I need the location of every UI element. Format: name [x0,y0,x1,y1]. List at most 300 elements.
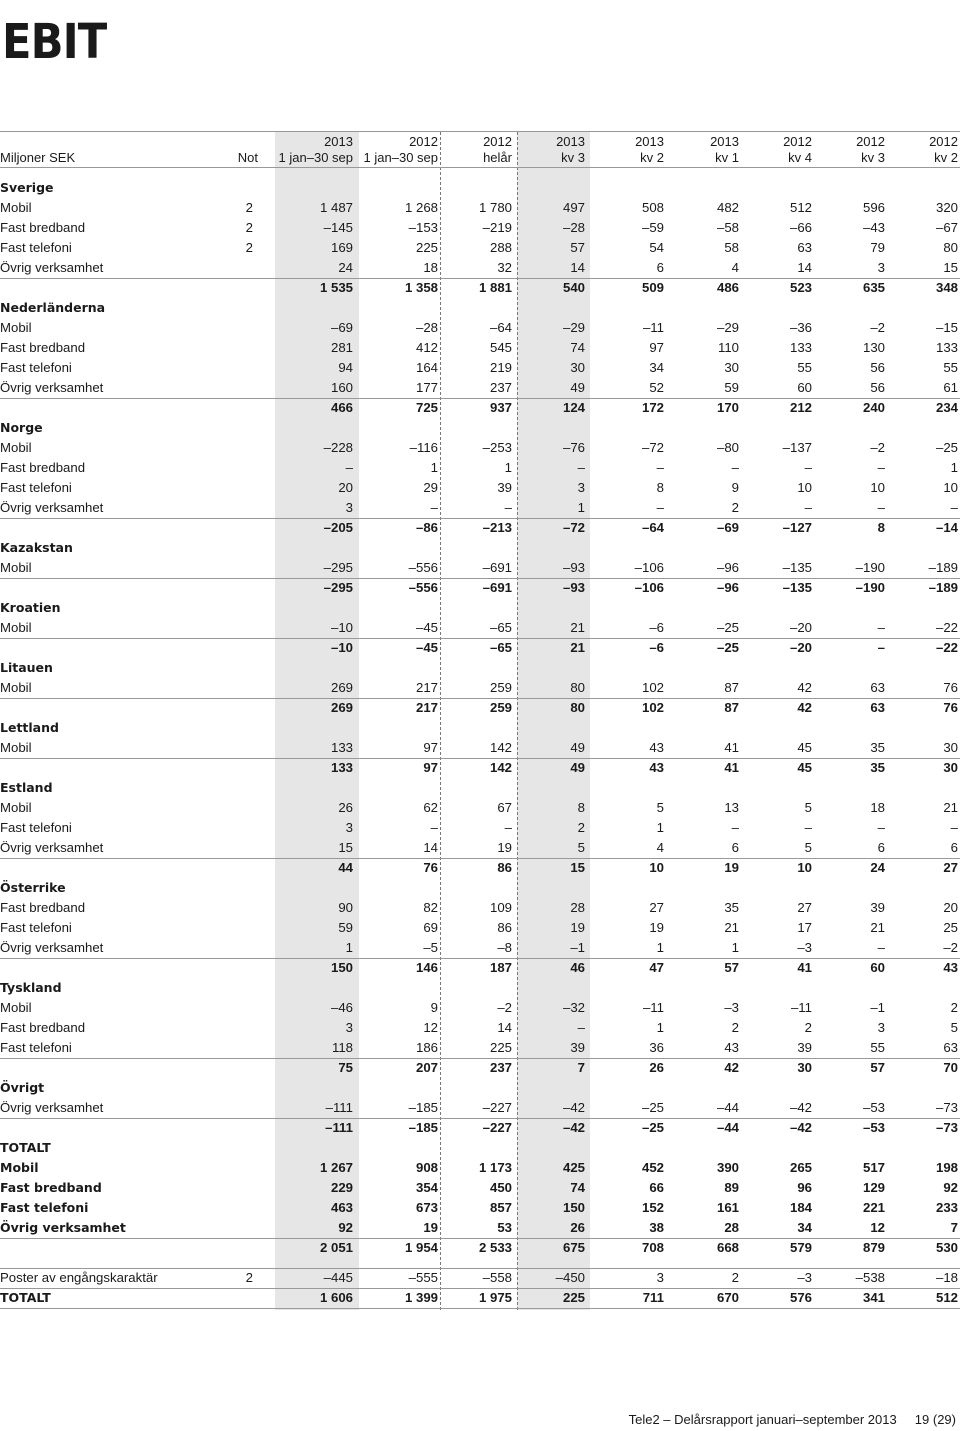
value-cell: 219 [489,360,512,375]
value-cell: 596 [862,200,885,215]
value-cell: 15 [338,840,353,855]
value-cell: 18 [870,800,885,815]
value-cell: 80 [570,700,585,715]
value-cell: –93 [562,560,585,575]
value-cell: 217 [415,680,438,695]
value-cell: –73 [935,1100,958,1115]
value-cell: –111 [325,1120,353,1135]
value-cell: 39 [797,1040,812,1055]
value-cell: –58 [716,220,739,235]
section-heading-row [0,598,960,618]
row-rule [0,758,960,759]
value-cell: 212 [789,400,812,415]
value-cell: 6 [656,260,664,275]
value-cell: 19 [423,1220,438,1235]
value-cell: 142 [489,760,512,775]
value-cell: 76 [943,700,958,715]
value-cell: –25 [716,620,739,635]
value-cell: 38 [649,1220,664,1235]
value-cell: –14 [935,520,958,535]
row-label: Mobil [0,440,32,455]
value-cell: –219 [482,220,512,235]
value-cell: –558 [482,1270,512,1285]
value-cell: 452 [641,1160,664,1175]
value-cell: 21 [870,920,885,935]
value-cell: –127 [782,520,812,535]
value-cell: 69 [423,920,438,935]
value-cell: 57 [870,1060,885,1075]
table-row [0,818,960,838]
table-row [0,1158,960,1178]
page-footer [629,1412,956,1427]
value-cell: 86 [497,920,512,935]
value-cell: 1 358 [404,280,438,295]
section-heading: Övrigt [0,1080,45,1095]
value-cell: 133 [789,340,812,355]
value-cell: 39 [570,1040,585,1055]
table-row [0,918,960,938]
value-cell: 15 [943,260,958,275]
value-cell: –11 [642,1000,664,1015]
value-cell: 1 487 [319,200,353,215]
value-cell: –64 [641,520,664,535]
value-cell: –137 [782,440,812,455]
value-cell: 27 [797,900,812,915]
section-heading-row [0,978,960,998]
value-cell: 60 [870,960,885,975]
value-cell: 55 [797,360,812,375]
value-cell: –205 [323,520,353,535]
section-heading: Litauen [0,660,53,675]
row-label: Fast bredband [0,460,86,475]
value-cell: 8 [577,800,585,815]
value-cell: 217 [415,700,438,715]
value-cell: 63 [943,1040,958,1055]
value-cell: 1 173 [478,1160,512,1175]
value-cell: 8 [877,520,885,535]
value-cell: 390 [716,1160,739,1175]
column-header-year: 2012 [929,134,958,149]
table-row [0,738,960,758]
value-cell: 1 [430,460,438,475]
value-cell: 76 [423,860,438,875]
value-cell: –11 [790,1000,812,1015]
value-cell: 43 [649,740,664,755]
value-cell: 133 [330,760,353,775]
value-cell: 13 [724,800,739,815]
value-cell: 5 [656,800,664,815]
section-heading-row [0,878,960,898]
value-cell: 53 [497,1220,512,1235]
table-row [0,338,960,358]
header-top-rule [0,131,960,132]
value-cell: –445 [323,1270,353,1285]
value-cell: –96 [716,560,739,575]
value-cell: 225 [562,1290,585,1305]
value-cell: 55 [943,360,958,375]
value-cell: – [577,1020,585,1035]
row-rule [0,858,960,859]
value-cell: –111 [325,1100,353,1115]
value-cell: –69 [716,520,739,535]
value-cell: –22 [935,620,958,635]
value-cell: –145 [323,220,353,235]
value-cell: 56 [870,360,885,375]
value-cell: 412 [415,340,438,355]
value-cell: 150 [330,960,353,975]
value-cell: –8 [497,940,512,955]
value-cell: 14 [570,260,585,275]
section-heading: Österrike [0,880,66,895]
value-cell: 79 [870,240,885,255]
row-label: Fast bredband [0,340,86,355]
value-cell: 57 [570,240,585,255]
section-heading: Norge [0,420,43,435]
row-label: Mobil [0,320,32,335]
value-cell: – [950,820,958,835]
value-cell: –25 [716,640,739,655]
value-cell: 670 [716,1290,739,1305]
row-rule-bottom [0,1308,960,1309]
value-cell: 198 [935,1160,958,1175]
section-heading: Lettland [0,720,59,735]
value-cell: 186 [415,1040,438,1055]
subtotal-row [0,1118,960,1138]
section-heading: Kazakstan [0,540,73,555]
value-cell: 49 [570,380,585,395]
value-cell: 39 [497,480,512,495]
value-cell: –65 [489,620,512,635]
value-cell: 19 [497,840,512,855]
value-cell: – [656,460,664,475]
section-heading-row [0,1078,960,1098]
value-cell: 509 [641,280,664,295]
table-row [0,318,960,338]
value-cell: –59 [641,220,664,235]
section-heading-row [0,718,960,738]
value-cell: 7 [950,1220,958,1235]
column-header-year: 2013 [710,134,739,149]
value-cell: – [877,820,885,835]
value-cell: 39 [870,900,885,915]
value-cell: 673 [415,1200,438,1215]
value-cell: 61 [943,380,958,395]
value-cell: 482 [716,200,739,215]
table-row [0,618,960,638]
value-cell: 25 [943,920,958,935]
value-cell: 86 [497,860,512,875]
row-label: Övrig verksamhet [0,500,104,515]
row-label: TOTALT [0,1290,51,1305]
value-cell: 5 [950,1020,958,1035]
value-cell: 4 [656,840,664,855]
row-label: Övrig verksamhet [0,840,104,855]
table-row [0,1198,960,1218]
value-cell: –5 [423,940,438,955]
table-row [0,1218,960,1238]
row-label: Fast telefoni [0,920,72,935]
value-cell: 75 [338,1060,353,1075]
value-cell: 21 [943,800,958,815]
value-cell: – [950,500,958,515]
value-cell: 41 [797,960,812,975]
value-cell: –11 [642,320,664,335]
value-cell: –25 [935,440,958,455]
row-label: Fast telefoni [0,360,72,375]
value-cell: 1 535 [319,280,353,295]
value-cell: 9 [731,480,739,495]
value-cell: –691 [482,560,512,575]
row-label: Mobil [0,740,32,755]
value-cell: –450 [555,1270,585,1285]
value-cell: 42 [797,680,812,695]
value-cell: 3 [577,480,585,495]
value-cell: –189 [928,580,958,595]
table-row [0,498,960,518]
value-cell: 87 [724,700,739,715]
section-heading-row [0,418,960,438]
value-cell: 164 [415,360,438,375]
value-cell: 19 [570,920,585,935]
value-cell: –53 [862,1120,885,1135]
value-cell: 80 [570,680,585,695]
value-cell: –10 [330,640,353,655]
value-cell: 41 [724,760,739,775]
value-cell: –15 [935,320,958,335]
value-cell: 576 [789,1290,812,1305]
row-label: Mobil [0,1160,39,1175]
value-cell: 1 975 [478,1290,512,1305]
value-cell: 45 [797,760,812,775]
value-cell: –43 [862,220,885,235]
value-cell: 35 [870,740,885,755]
value-cell: 90 [338,900,353,915]
value-cell: 10 [797,480,812,495]
table-row [0,1018,960,1038]
value-cell: 2 [731,1020,739,1035]
value-cell: 857 [489,1200,512,1215]
value-cell: 1 [656,820,664,835]
table-row [0,558,960,578]
column-header-period: kv 3 [561,150,585,165]
value-cell: 545 [489,340,512,355]
value-cell: 87 [724,680,739,695]
value-cell: 237 [489,380,512,395]
value-cell: 19 [649,920,664,935]
value-cell: 30 [570,360,585,375]
value-cell: 160 [330,380,353,395]
value-cell: 288 [489,240,512,255]
value-cell: –2 [870,440,885,455]
value-cell: 8 [656,480,664,495]
value-cell: 512 [789,200,812,215]
value-cell: 237 [489,1060,512,1075]
value-cell: –96 [716,580,739,595]
note-reference: 2 [245,200,253,215]
section-heading: Tyskland [0,980,62,995]
footer-page-number: 19 [914,1412,930,1427]
value-cell: –6 [649,620,664,635]
value-cell: 32 [497,260,512,275]
row-label: Fast telefoni [0,820,72,835]
value-cell: 10 [870,480,885,495]
column-header-year: 2012 [783,134,812,149]
value-cell: –213 [482,520,512,535]
value-cell: 233 [935,1200,958,1215]
value-cell: 63 [870,700,885,715]
value-cell: –72 [562,520,585,535]
value-cell: 1 [504,460,512,475]
value-cell: –42 [562,1100,585,1115]
subtotal-row [0,638,960,658]
value-cell: 579 [789,1240,812,1255]
value-cell: 43 [943,960,958,975]
value-cell: –93 [562,580,585,595]
value-cell: 67 [497,800,512,815]
table-row [0,1038,960,1058]
value-cell: –64 [489,320,512,335]
row-label: Mobil [0,620,32,635]
row-label: Mobil [0,200,32,215]
section-heading: TOTALT [0,1140,51,1155]
value-cell: 92 [338,1220,353,1235]
value-cell: 169 [330,240,353,255]
value-cell: 450 [489,1180,512,1195]
column-header-year: 2012 [856,134,885,149]
value-cell: 348 [935,280,958,295]
column-header-period: kv 2 [640,150,664,165]
value-cell: 34 [649,360,664,375]
value-cell: –153 [408,220,438,235]
section-heading-row [0,298,960,318]
value-cell: – [504,820,512,835]
value-cell: 142 [489,740,512,755]
value-cell: 21 [570,620,585,635]
value-cell: 229 [330,1180,353,1195]
value-cell: 30 [943,740,958,755]
column-header-year: 2013 [556,134,585,149]
column-header-period: 1 jan–30 sep [278,150,353,165]
value-cell: 6 [950,840,958,855]
value-cell: 635 [862,280,885,295]
row-label: Fast telefoni [0,1200,89,1215]
value-cell: 55 [870,1040,885,1055]
value-cell: 1 267 [319,1160,353,1175]
value-cell: –22 [935,640,958,655]
table-row [0,478,960,498]
value-cell: 43 [649,760,664,775]
value-cell: 66 [649,1180,664,1195]
value-cell: –46 [330,1000,353,1015]
value-cell: 234 [935,400,958,415]
value-cell: 70 [943,1060,958,1075]
value-cell: –18 [935,1270,958,1285]
subtotal-row [0,698,960,718]
value-cell: 3 [345,1020,353,1035]
value-cell: 6 [731,840,739,855]
row-label: Mobil [0,560,32,575]
row-label: Mobil [0,680,32,695]
section-heading-row [0,658,960,678]
value-cell: 3 [877,1020,885,1035]
value-cell: 58 [724,240,739,255]
value-cell: 1 399 [404,1290,438,1305]
value-cell: –10 [330,620,353,635]
value-cell: –135 [782,560,812,575]
value-cell: 15 [570,860,585,875]
value-cell: 57 [724,960,739,975]
value-cell: 508 [641,200,664,215]
row-rule [0,958,960,959]
value-cell: 2 [950,1000,958,1015]
value-cell: 668 [716,1240,739,1255]
value-cell: –228 [323,440,353,455]
header-bottom-rule [0,167,960,168]
value-cell: 1 [345,940,353,955]
value-cell: 9 [430,1000,438,1015]
column-header-year: 2012 [483,134,512,149]
value-cell: 97 [423,740,438,755]
value-cell: – [345,460,353,475]
value-cell: 36 [649,1040,664,1055]
value-cell: –2 [870,320,885,335]
value-cell: –691 [482,580,512,595]
value-cell: 19 [724,860,739,875]
value-cell: 725 [415,400,438,415]
value-cell: 2 533 [478,1240,512,1255]
column-header-period: 1 jan–30 sep [363,150,438,165]
note-reference: 2 [245,220,253,235]
value-cell: 24 [338,260,353,275]
value-cell: 150 [562,1200,585,1215]
row-label: Övrig verksamhet [0,260,104,275]
subtotal-row [0,578,960,598]
row-rule [0,578,960,579]
table-row [0,258,960,278]
value-cell: 76 [943,680,958,695]
value-cell: 3 [345,500,353,515]
value-cell: –538 [855,1270,885,1285]
value-cell: 265 [789,1160,812,1175]
value-cell: 14 [423,840,438,855]
row-label: Poster av engångskaraktär [0,1270,158,1285]
value-cell: 30 [797,1060,812,1075]
value-cell: 63 [797,240,812,255]
value-cell: 1 [577,500,585,515]
table-row [0,198,960,218]
row-label: Övrig verksamhet [0,1100,104,1115]
value-cell: 5 [577,840,585,855]
value-cell: 6 [877,840,885,855]
column-header-period: helår [483,150,512,165]
value-cell: 341 [862,1290,885,1305]
value-cell: –65 [489,640,512,655]
value-cell: –20 [789,640,812,655]
value-cell: 708 [641,1240,664,1255]
value-cell: –189 [928,560,958,575]
value-cell: 41 [724,740,739,755]
value-cell: 1 881 [478,280,512,295]
value-cell: 21 [724,920,739,935]
value-cell: 20 [943,900,958,915]
value-cell: –135 [782,580,812,595]
value-cell: – [731,460,739,475]
value-cell: –295 [323,560,353,575]
value-cell: 10 [797,860,812,875]
row-label: Fast bredband [0,220,86,235]
value-cell: 3 [345,820,353,835]
value-cell: 26 [649,1060,664,1075]
